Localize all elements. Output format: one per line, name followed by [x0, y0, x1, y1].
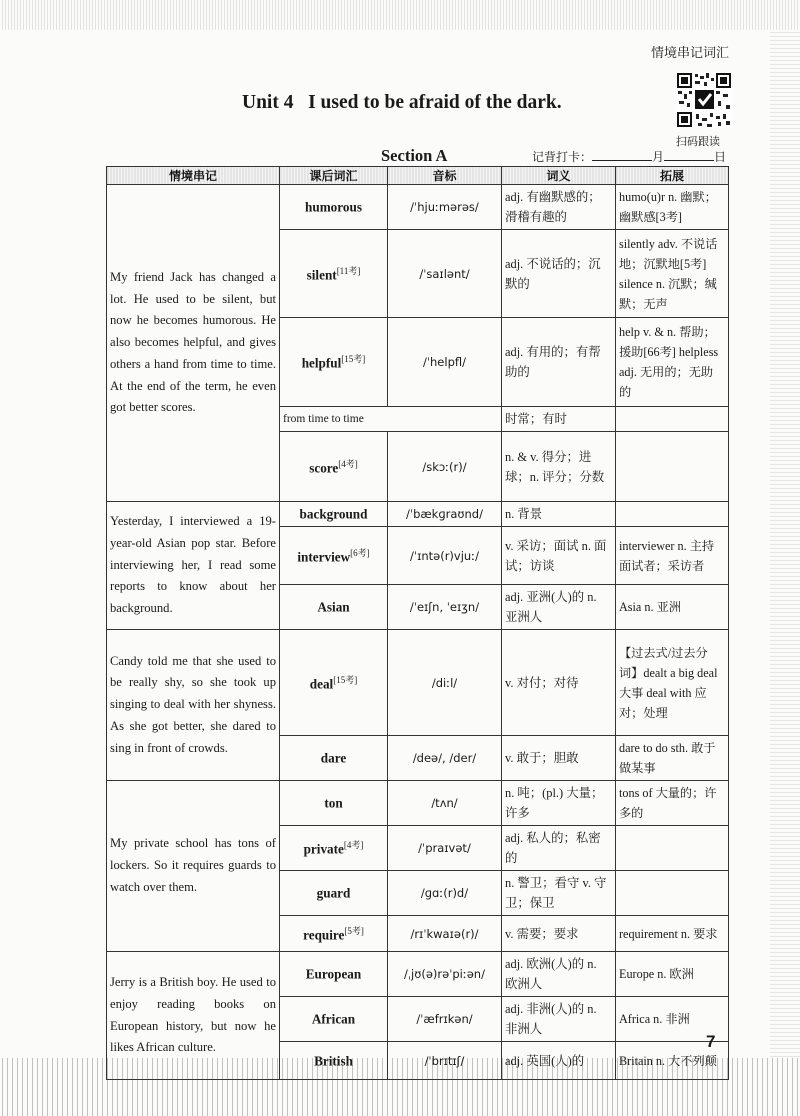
word-cell — [280, 736, 388, 781]
word: background — [299, 506, 368, 522]
word-cell — [280, 826, 388, 871]
meaning-cell: 时常；有时 — [502, 407, 616, 432]
word: guard — [316, 885, 351, 901]
ipa-cell: /ˈpraɪvət/ — [388, 826, 502, 871]
ipa-cell: /diːl/ — [388, 630, 502, 736]
ipa-cell: /ˈbrɪtɪʃ/ — [388, 1042, 502, 1080]
word: dare — [320, 750, 347, 766]
extension-cell: Africa n. 非洲 — [616, 997, 729, 1042]
word-cell — [280, 318, 388, 407]
table-row — [107, 952, 729, 997]
meaning-cell: v. 需要；要求 — [502, 916, 616, 952]
meaning-cell: adj. 非洲(人)的 n. 非洲人 — [502, 997, 616, 1042]
word-cell — [280, 916, 388, 952]
checkin-month: 月 — [652, 150, 665, 164]
word-cell — [280, 502, 388, 527]
meaning-cell: n. 警卫；看守 v. 守卫；保卫 — [502, 871, 616, 916]
meaning-cell: adj. 亚洲(人)的 n. 亚洲人 — [502, 585, 616, 630]
extension-cell: interviewer n. 主持面试者；采访者 — [616, 527, 729, 585]
meaning-cell: v. 敢于；胆敢 — [502, 736, 616, 781]
extension-cell: requirement n. 要求 — [616, 916, 729, 952]
column-header: 课后词汇 — [280, 167, 388, 185]
word-cell — [280, 432, 388, 502]
extension-cell — [616, 432, 729, 502]
ipa-cell: /ˈeɪʃn, ˈeɪʒn/ — [388, 585, 502, 630]
word-cell — [280, 997, 388, 1042]
story-cell: My friend Jack has changed a lot. He used to be silent, but now he becomes humorous. He also becomes helpful, and gives others a hand from time to time. At the end of the term, he even got better scores. — [107, 185, 280, 502]
extension-cell — [616, 502, 729, 527]
word-cell — [280, 952, 388, 997]
word-cell — [280, 1042, 388, 1080]
month-blank[interactable] — [592, 150, 652, 161]
extension-cell: tons of 大量的；许多的 — [616, 781, 729, 826]
extension-cell: silently adv. 不说话地；沉默地[5考] silence n. 沉默；缄默；无声 — [616, 230, 729, 318]
meaning-cell: n. 背景 — [502, 502, 616, 527]
scan-noise-top — [0, 0, 800, 30]
table-row — [107, 781, 729, 826]
ipa-cell: /tʌn/ — [388, 781, 502, 826]
word: European — [305, 966, 362, 982]
extension-cell: 【过去式/过去分词】dealt a big deal 大事 deal with 应对；处理 — [616, 630, 729, 736]
page-number: 7 — [706, 1032, 716, 1051]
exam-count: [11考] — [336, 265, 361, 276]
word: humorous — [305, 199, 362, 215]
word-cell — [280, 527, 388, 585]
word: helpful — [301, 355, 342, 371]
word-cell — [280, 585, 388, 630]
word: Asian — [317, 599, 350, 615]
ipa-cell: /deə/, /der/ — [388, 736, 502, 781]
word: British — [314, 1053, 353, 1069]
ipa-cell: /ˈɪntə(r)vjuː/ — [388, 527, 502, 585]
scan-noise-right — [770, 30, 800, 1060]
word-cell — [280, 230, 388, 318]
exam-count: [4考] — [343, 840, 364, 851]
checkin-day: 日 — [714, 150, 727, 164]
ipa-cell: /ˈhelpfl/ — [388, 318, 502, 407]
word: require — [303, 927, 345, 943]
word: deal — [309, 676, 334, 692]
checkin-line — [532, 148, 726, 165]
qr-code-icon[interactable] — [676, 72, 732, 128]
ipa-cell: /rɪˈkwaɪə(r)/ — [388, 916, 502, 952]
checkin-prefix: 记背打卡： — [532, 150, 593, 164]
word-cell — [280, 630, 388, 736]
header-label: 情境串记词汇 — [651, 46, 730, 61]
exam-count: [4考] — [338, 458, 358, 469]
ipa-cell: /ɡɑː(r)d/ — [388, 871, 502, 916]
day-blank[interactable] — [664, 150, 714, 161]
word: private — [303, 841, 344, 857]
ipa-cell: /skɔː(r)/ — [388, 432, 502, 502]
column-header: 音标 — [388, 167, 502, 185]
extension-cell — [616, 826, 729, 871]
ipa-cell: /ˈbækɡraʊnd/ — [388, 502, 502, 527]
meaning-cell: adj. 不说话的；沉默的 — [502, 230, 616, 318]
extension-cell — [616, 407, 729, 432]
meaning-cell: adj. 有幽默感的；滑稽有趣的 — [502, 185, 616, 230]
story-cell: My private school has tons of lockers. So it requires guards to watch over them. — [107, 781, 280, 952]
word: ton — [324, 795, 343, 811]
extension-cell: Europe n. 欧洲 — [616, 952, 729, 997]
word-cell — [280, 781, 388, 826]
column-header: 词义 — [502, 167, 616, 185]
extension-cell: Asia n. 亚洲 — [616, 585, 729, 630]
exam-count: [5考] — [344, 925, 364, 936]
ipa-cell: /ˈsaɪlənt/ — [388, 230, 502, 318]
ipa-cell: /ˈæfrɪkən/ — [388, 997, 502, 1042]
word-cell — [280, 185, 388, 230]
word: silent — [306, 267, 337, 283]
extension-cell: humo(u)r n. 幽默；幽默感[3考] — [616, 185, 729, 230]
word: score — [309, 460, 339, 476]
meaning-cell: adj. 英国(人)的 — [502, 1042, 616, 1080]
meaning-cell: n. & v. 得分；进球；n. 评分；分数 — [502, 432, 616, 502]
meaning-cell: adj. 欧洲(人)的 n. 欧洲人 — [502, 952, 616, 997]
unit-title: Unit 4 I used to be afraid of the dark. — [242, 92, 562, 113]
section-title: Section A — [381, 146, 448, 165]
phrase-cell: from time to time — [280, 407, 502, 432]
table-row — [107, 630, 729, 736]
story-cell: Yesterday, I interviewed a 19-year-old Asian pop star. Before interviewing her, I read some reports to know about her background. — [107, 502, 280, 630]
exam-count: [15考] — [341, 354, 366, 365]
extension-cell: Britain n. 大不列颠 — [616, 1042, 729, 1080]
exam-count: [6考] — [350, 547, 370, 558]
meaning-cell: v. 对付；对待 — [502, 630, 616, 736]
meaning-cell: adj. 有用的；有帮助的 — [502, 318, 616, 407]
table-row — [107, 502, 729, 527]
word-cell — [280, 871, 388, 916]
ipa-cell: /ˌjʊ(ə)rəˈpiːən/ — [388, 952, 502, 997]
ipa-cell: /ˈhjuːmərəs/ — [388, 185, 502, 230]
word: African — [311, 1011, 356, 1027]
story-cell: Jerry is a British boy. He used to enjoy reading books on European history, but now he likes African culture. — [107, 952, 280, 1080]
extension-cell: dare to do sth. 敢于做某事 — [616, 736, 729, 781]
vocabulary-table — [106, 166, 729, 1080]
table-row — [107, 185, 729, 230]
table-header-row — [107, 167, 729, 185]
column-header: 拓展 — [616, 167, 729, 185]
word: interview — [297, 549, 351, 565]
qr-caption: 扫码跟读 — [676, 135, 720, 148]
meaning-cell: v. 采访；面试 n. 面试；访谈 — [502, 527, 616, 585]
story-cell: Candy told me that she used to be really shy, so she took up singing to deal with her shyness. As she got better, she dared to sing in front of crowds. — [107, 630, 280, 781]
extension-cell: help v. & n. 帮助；援助[66考] helpless adj. 无用的；无助的 — [616, 318, 729, 407]
extension-cell — [616, 871, 729, 916]
meaning-cell: n. 吨；(pl.) 大量；许多 — [502, 781, 616, 826]
exam-count: [15考] — [333, 674, 358, 685]
column-header: 情境串记 — [107, 167, 280, 185]
meaning-cell: adj. 私人的；私密的 — [502, 826, 616, 871]
